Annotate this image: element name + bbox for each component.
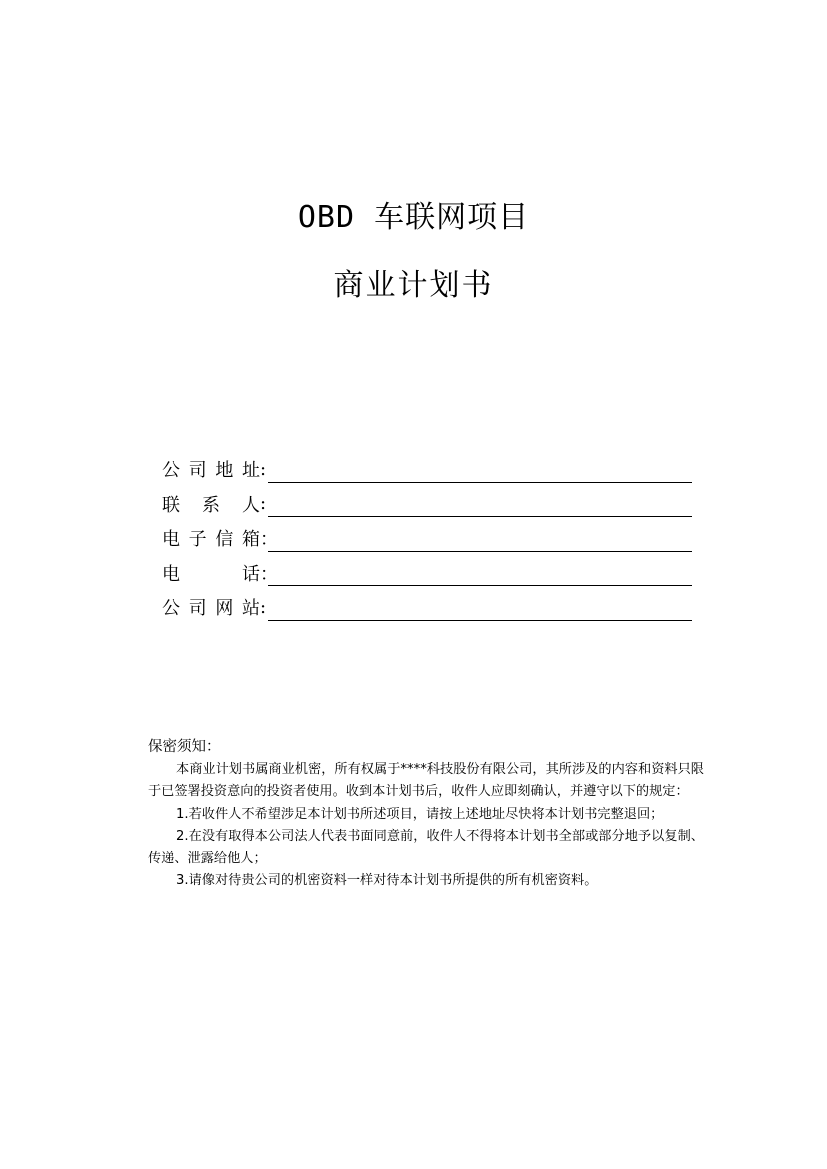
blank-line	[268, 620, 692, 621]
notice-rule: 2.在没有取得本公司法人代表书面同意前，收件人不得将本计划书全部或部分地予以复制、传递、泄露给他人；	[148, 828, 704, 867]
document-subtitle: 商业计划书	[333, 268, 494, 303]
notice-rule: 1.若收件人不希望涉足本计划书所述项目，请按上述地址尽快将本计划书完整退回；	[176, 806, 664, 822]
field-colon: :	[260, 596, 267, 618]
field-label: 公司网站	[162, 598, 260, 620]
field-colon: ：	[260, 563, 278, 585]
field-website	[162, 590, 702, 625]
field-company-address	[162, 452, 702, 487]
notice-rule: 3.请像对待贵公司的机密资料一样对待本计划书所提供的所有机密资料。	[176, 873, 598, 889]
field-label: 联系人	[162, 494, 260, 516]
document-title: OBD 车联网项目	[297, 200, 530, 235]
confidentiality-notice	[148, 736, 704, 892]
blank-line	[268, 516, 692, 517]
blank-line	[268, 585, 692, 586]
field-label: 电话	[162, 563, 260, 585]
field-email	[162, 521, 702, 556]
blank-line	[268, 551, 692, 552]
field-contact-person	[162, 487, 702, 522]
notice-intro: 本商业计划书属商业机密，所有权属于****科技股份有限公司，其所涉及的内容和资料只限于已签署投资意向的投资者使用。收到本计划书后，收件人应即刻确认，并遵守以下的规定：	[148, 762, 704, 800]
notice-heading: 保密须知：	[148, 739, 221, 755]
blank-line	[268, 482, 692, 483]
field-colon: ：	[260, 529, 278, 551]
field-label: 电子信箱	[162, 529, 260, 551]
contact-fields	[162, 452, 702, 625]
field-phone	[162, 556, 702, 591]
field-label: 公司地址	[162, 460, 260, 482]
field-colon: :	[260, 493, 267, 515]
field-colon: :	[260, 458, 267, 480]
